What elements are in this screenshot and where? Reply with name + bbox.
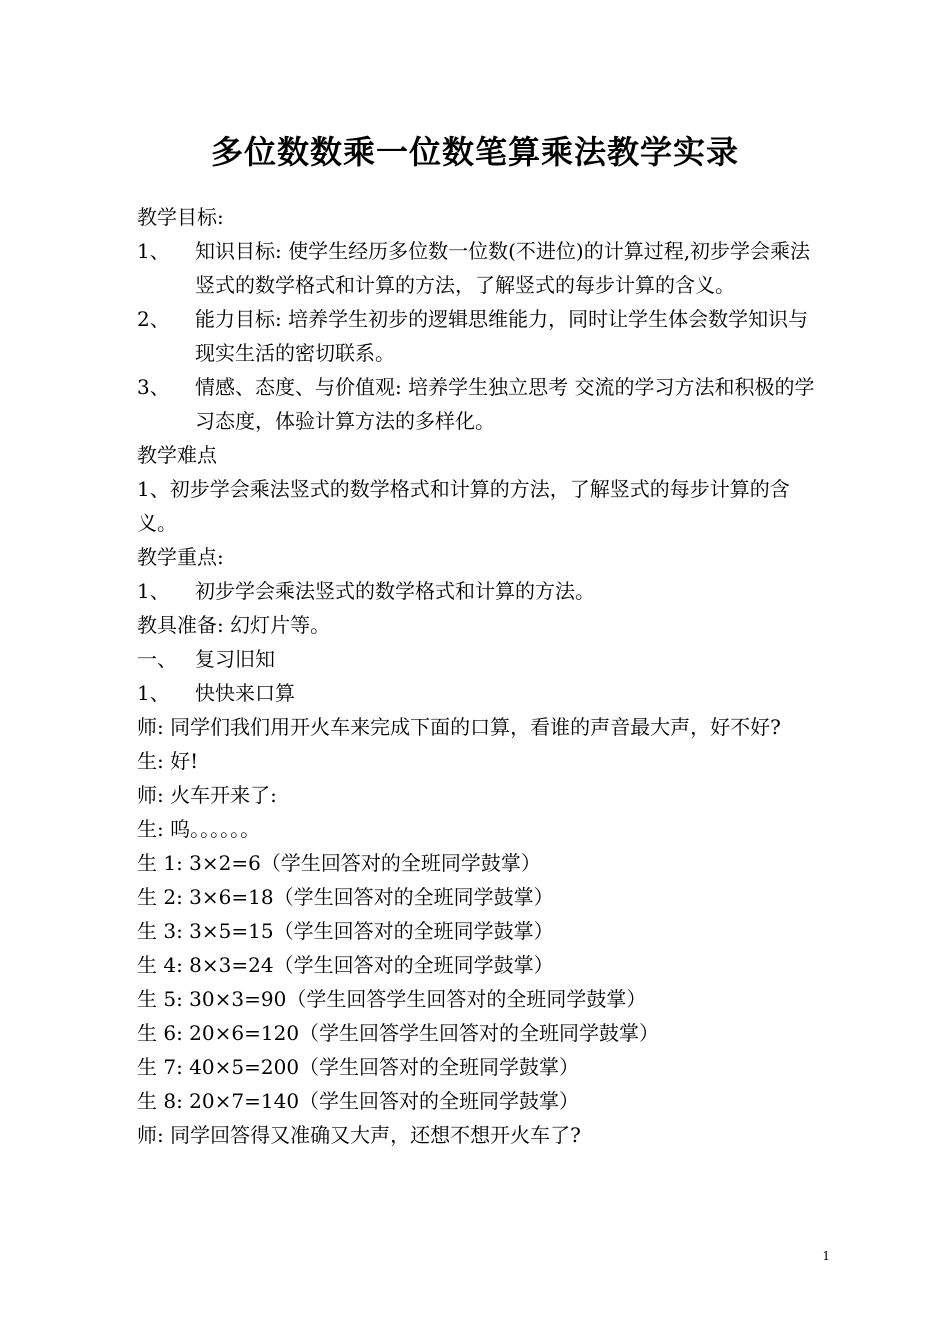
page-number: 1: [822, 1249, 830, 1263]
goal-item-2-number: 2、: [137, 307, 170, 331]
dialogue-line: 师: 同学们我们用开火车来完成下面的口算，看谁的声音最大声，好不好?: [137, 715, 781, 739]
key-point-item-1-number: 1、: [137, 579, 170, 603]
dialogue-line: 生 5: 30×3=90（学生回答学生回答对的全班同学鼓掌）: [137, 987, 647, 1011]
dialogue-line: 生 7: 40×5=200（学生回答对的全班同学鼓掌）: [137, 1055, 580, 1079]
goal-item-2-text: 能力目标: 培养学生初步的逻辑思维能力，同时让学生体会数学知识与现实生活的密切联系。: [195, 307, 809, 365]
goal-item-2: [137, 302, 817, 370]
goal-item-1-number: 1、: [137, 239, 170, 263]
goal-item-3-text: 情感、态度、与价值观: 培养学生独立思考 交流的学习方法和积极的学习态度，体验计算方法的多样化。: [195, 375, 815, 433]
dialogue-line: 生 4: 8×3=24（学生回答对的全班同学鼓掌）: [137, 953, 554, 977]
dialogue-line: 生 8: 20×7=140（学生回答对的全班同学鼓掌）: [137, 1089, 580, 1113]
subsection-1-text: 快快来口算: [195, 681, 295, 705]
page-title: 多位数数乘一位数笔算乘法教学实录: [210, 133, 739, 171]
dialogue-line: 生 3: 3×5=15（学生回答对的全班同学鼓掌）: [137, 919, 554, 943]
goal-item-3-number: 3、: [137, 375, 170, 399]
key-point-item-1: [137, 574, 817, 608]
dialogue-line: 生 1: 3×2=6（学生回答对的全班同学鼓掌）: [137, 851, 541, 875]
section-1-heading: [137, 642, 817, 676]
tools-line: 教具准备: 幻灯片等。: [137, 613, 331, 637]
subsection-1-number: 1、: [137, 681, 170, 705]
section-1-number: 一、: [137, 647, 177, 671]
subsection-1-heading: [137, 676, 817, 710]
dialogue-line: 师: 同学回答得又准确又大声，还想不想开火车了?: [137, 1123, 581, 1147]
section-1-text: 复习旧知: [195, 647, 275, 671]
dialogue-line: 生 2: 3×6=18（学生回答对的全班同学鼓掌）: [137, 885, 554, 909]
key-point-item-1-text: 初步学会乘法竖式的数学格式和计算的方法。: [195, 579, 595, 603]
dialogue-line: 生 6: 20×6=120（学生回答学生回答对的全班同学鼓掌）: [137, 1021, 660, 1045]
document-body: [137, 200, 817, 1152]
goal-item-1: [137, 234, 817, 302]
difficulty-text: 1、初步学会乘法竖式的数学格式和计算的方法，了解竖式的每步计算的含义。: [137, 477, 790, 535]
goal-item-3: [137, 370, 817, 438]
goal-item-1-text: 知识目标: 使学生经历多位数一位数(不进位)的计算过程,初步学会乘法竖式的数学格式和计算的方法，了解竖式的每步计算的含义。: [195, 239, 811, 297]
dialogue-line: 师: 火车开来了:: [137, 783, 277, 807]
goals-heading: 教学目标:: [137, 205, 224, 229]
difficulty-heading: 教学难点: [137, 443, 217, 467]
dialogue-line: 生: 呜。。。。。。: [137, 817, 261, 841]
key-points-heading: 教学重点:: [137, 545, 224, 569]
dialogue-line: 生: 好!: [137, 749, 199, 773]
